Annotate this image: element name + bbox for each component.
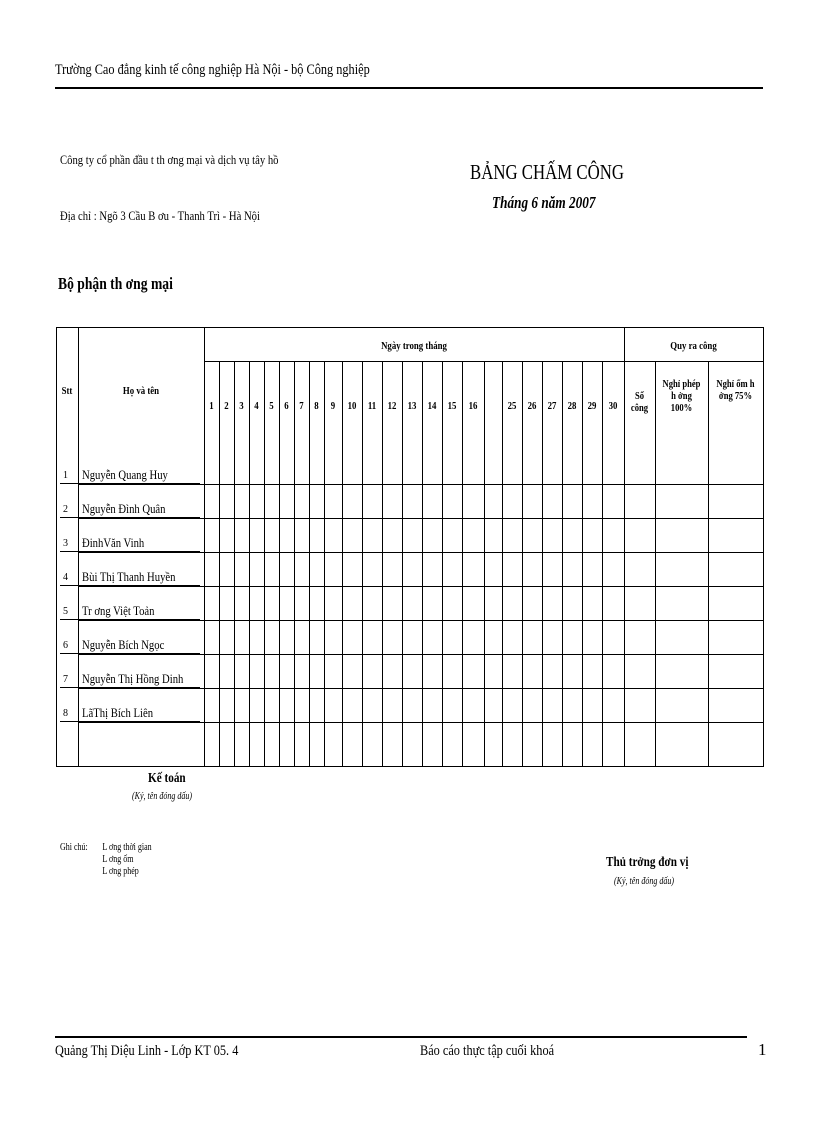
school-header: Trường Cao đẳng kinh tế công nghiệp Hà Nội - bộ Công nghiệp [55,62,370,78]
col-line-day [264,361,265,766]
col-line-day [542,361,543,766]
row-line [78,620,764,621]
day-label: 30 [608,400,618,412]
row-employee-name: Bùi Thị Thanh Huyền [82,569,176,584]
day-label: 16 [468,400,478,412]
page-number: 1 [758,1040,767,1059]
day-label: 3 [239,400,244,412]
legend-line-leave: L ơng phép [102,866,139,877]
row-stt: 6 [63,640,68,651]
day-label: 25 [507,400,517,412]
row-stt: 3 [63,538,68,549]
col-line-day [502,361,503,766]
day-label: 2 [224,400,229,412]
day-label: 11 [367,400,377,412]
header-divider [55,87,763,89]
row-line [78,654,764,655]
row-employee-name: ĐinhVăn Vinh [82,535,145,550]
day-label: 10 [347,400,357,412]
day-label: 26 [527,400,537,412]
day-label: 15 [447,400,457,412]
col-line-day [362,361,363,766]
day-label: 1 [209,400,214,412]
row-stt: 1 [63,470,68,481]
col-line-day [562,361,563,766]
row-employee-name: Nguyễn Bích Ngọc [82,637,165,652]
col-line-day [219,361,220,766]
day-label: 7 [299,400,304,412]
head-signature: Thủ trởng đơn vị [606,855,689,870]
col-line-quy [624,327,625,766]
document-subtitle: Tháng 6 năm 2007 [492,193,596,212]
day-label: 8 [314,400,319,412]
day-label: 4 [254,400,259,412]
day-label: 28 [567,400,577,412]
col-line-stt [78,327,79,766]
table-border-left [56,327,57,767]
table-border-top [56,327,764,328]
col-header-so-cong: Số công [630,390,649,414]
footer-divider [55,1036,747,1038]
row-line [78,722,764,723]
legend-line-time: L ơng thời gian [102,842,152,853]
col-line-day [342,361,343,766]
col-line-day [462,361,463,766]
col-line-day [484,361,485,766]
row-stt: 8 [63,708,68,719]
row-line [78,518,764,519]
row-employee-name: Nguyễn Thị Hồng Dinh [82,671,184,686]
col-line-day [294,361,295,766]
row-line [78,484,764,485]
department-label: Bộ phận th ơng mại [58,274,173,293]
day-label: 12 [387,400,397,412]
company-address: Địa chỉ : Ngõ 3 Cầu B ơu - Thanh Trì - Hà Nội [60,208,260,223]
col-line-day [402,361,403,766]
group-header-quy: Quy ra công [670,340,717,352]
col-line-quy-sub [655,361,656,766]
accountant-signature-note: (Ký, tên đóng dấu) [132,791,192,802]
row-line [78,586,764,587]
row-employee-name: Tr ơng Việt Toản [82,603,155,618]
row-stt: 5 [63,606,68,617]
head-signature-note: (Ký, tên đóng dấu) [614,876,674,887]
table-border-right [763,327,764,767]
day-label: 27 [547,400,557,412]
col-line-day [249,361,250,766]
col-line-day [234,361,235,766]
day-label: 14 [427,400,437,412]
col-header-stt: Stt [61,385,73,397]
day-label: 29 [587,400,597,412]
col-line-day [582,361,583,766]
day-label: 13 [407,400,417,412]
col-line-day [279,361,280,766]
footer-report-title: Báo cáo thực tập cuối khoá [420,1043,555,1059]
col-line-day [522,361,523,766]
table-border-bottom [56,766,764,767]
group-header-days: Ngày trong tháng [381,340,447,352]
day-label: 9 [330,400,336,412]
document-title: BẢNG CHẤM CÔNG [470,160,625,184]
col-line-quy-sub [708,361,709,766]
footer-author: Quảng Thị Diệu Linh - Lớp KT 05. 4 [55,1043,239,1059]
row-line [78,552,764,553]
col-line-day [422,361,423,766]
row-stt: 7 [63,674,68,685]
col-header-nghi-om: Nghỉ ốm h ởng 75% [716,378,755,402]
col-line-day [442,361,443,766]
day-label: 6 [284,400,289,412]
col-header-nghi-phep: Nghỉ phép h ởng 100% [662,378,701,414]
legend-label: Ghi chú: [60,842,88,853]
col-line-day [309,361,310,766]
row-line [78,688,764,689]
row-employee-name: LãThị Bích Liên [82,705,154,720]
row-employee-name: Nguyễn Đình Quân [82,501,166,516]
row-stt: 2 [63,504,68,515]
row-stt: 4 [63,572,68,583]
col-line-name [204,327,205,766]
col-line-day [382,361,383,766]
accountant-signature: Kế toán [148,771,186,786]
col-line-day [602,361,603,766]
legend-notes [60,842,152,877]
col-line-day [324,361,325,766]
day-label: 5 [269,400,274,412]
col-header-name: Họ và tên [122,385,160,397]
row-employee-name: Nguyễn Quang Huy [82,467,168,482]
legend-line-sick: L ơng ốm [102,854,134,865]
company-name: Công ty cổ phần đầu t th ơng mại và dịch vụ tây hồ [60,152,279,167]
